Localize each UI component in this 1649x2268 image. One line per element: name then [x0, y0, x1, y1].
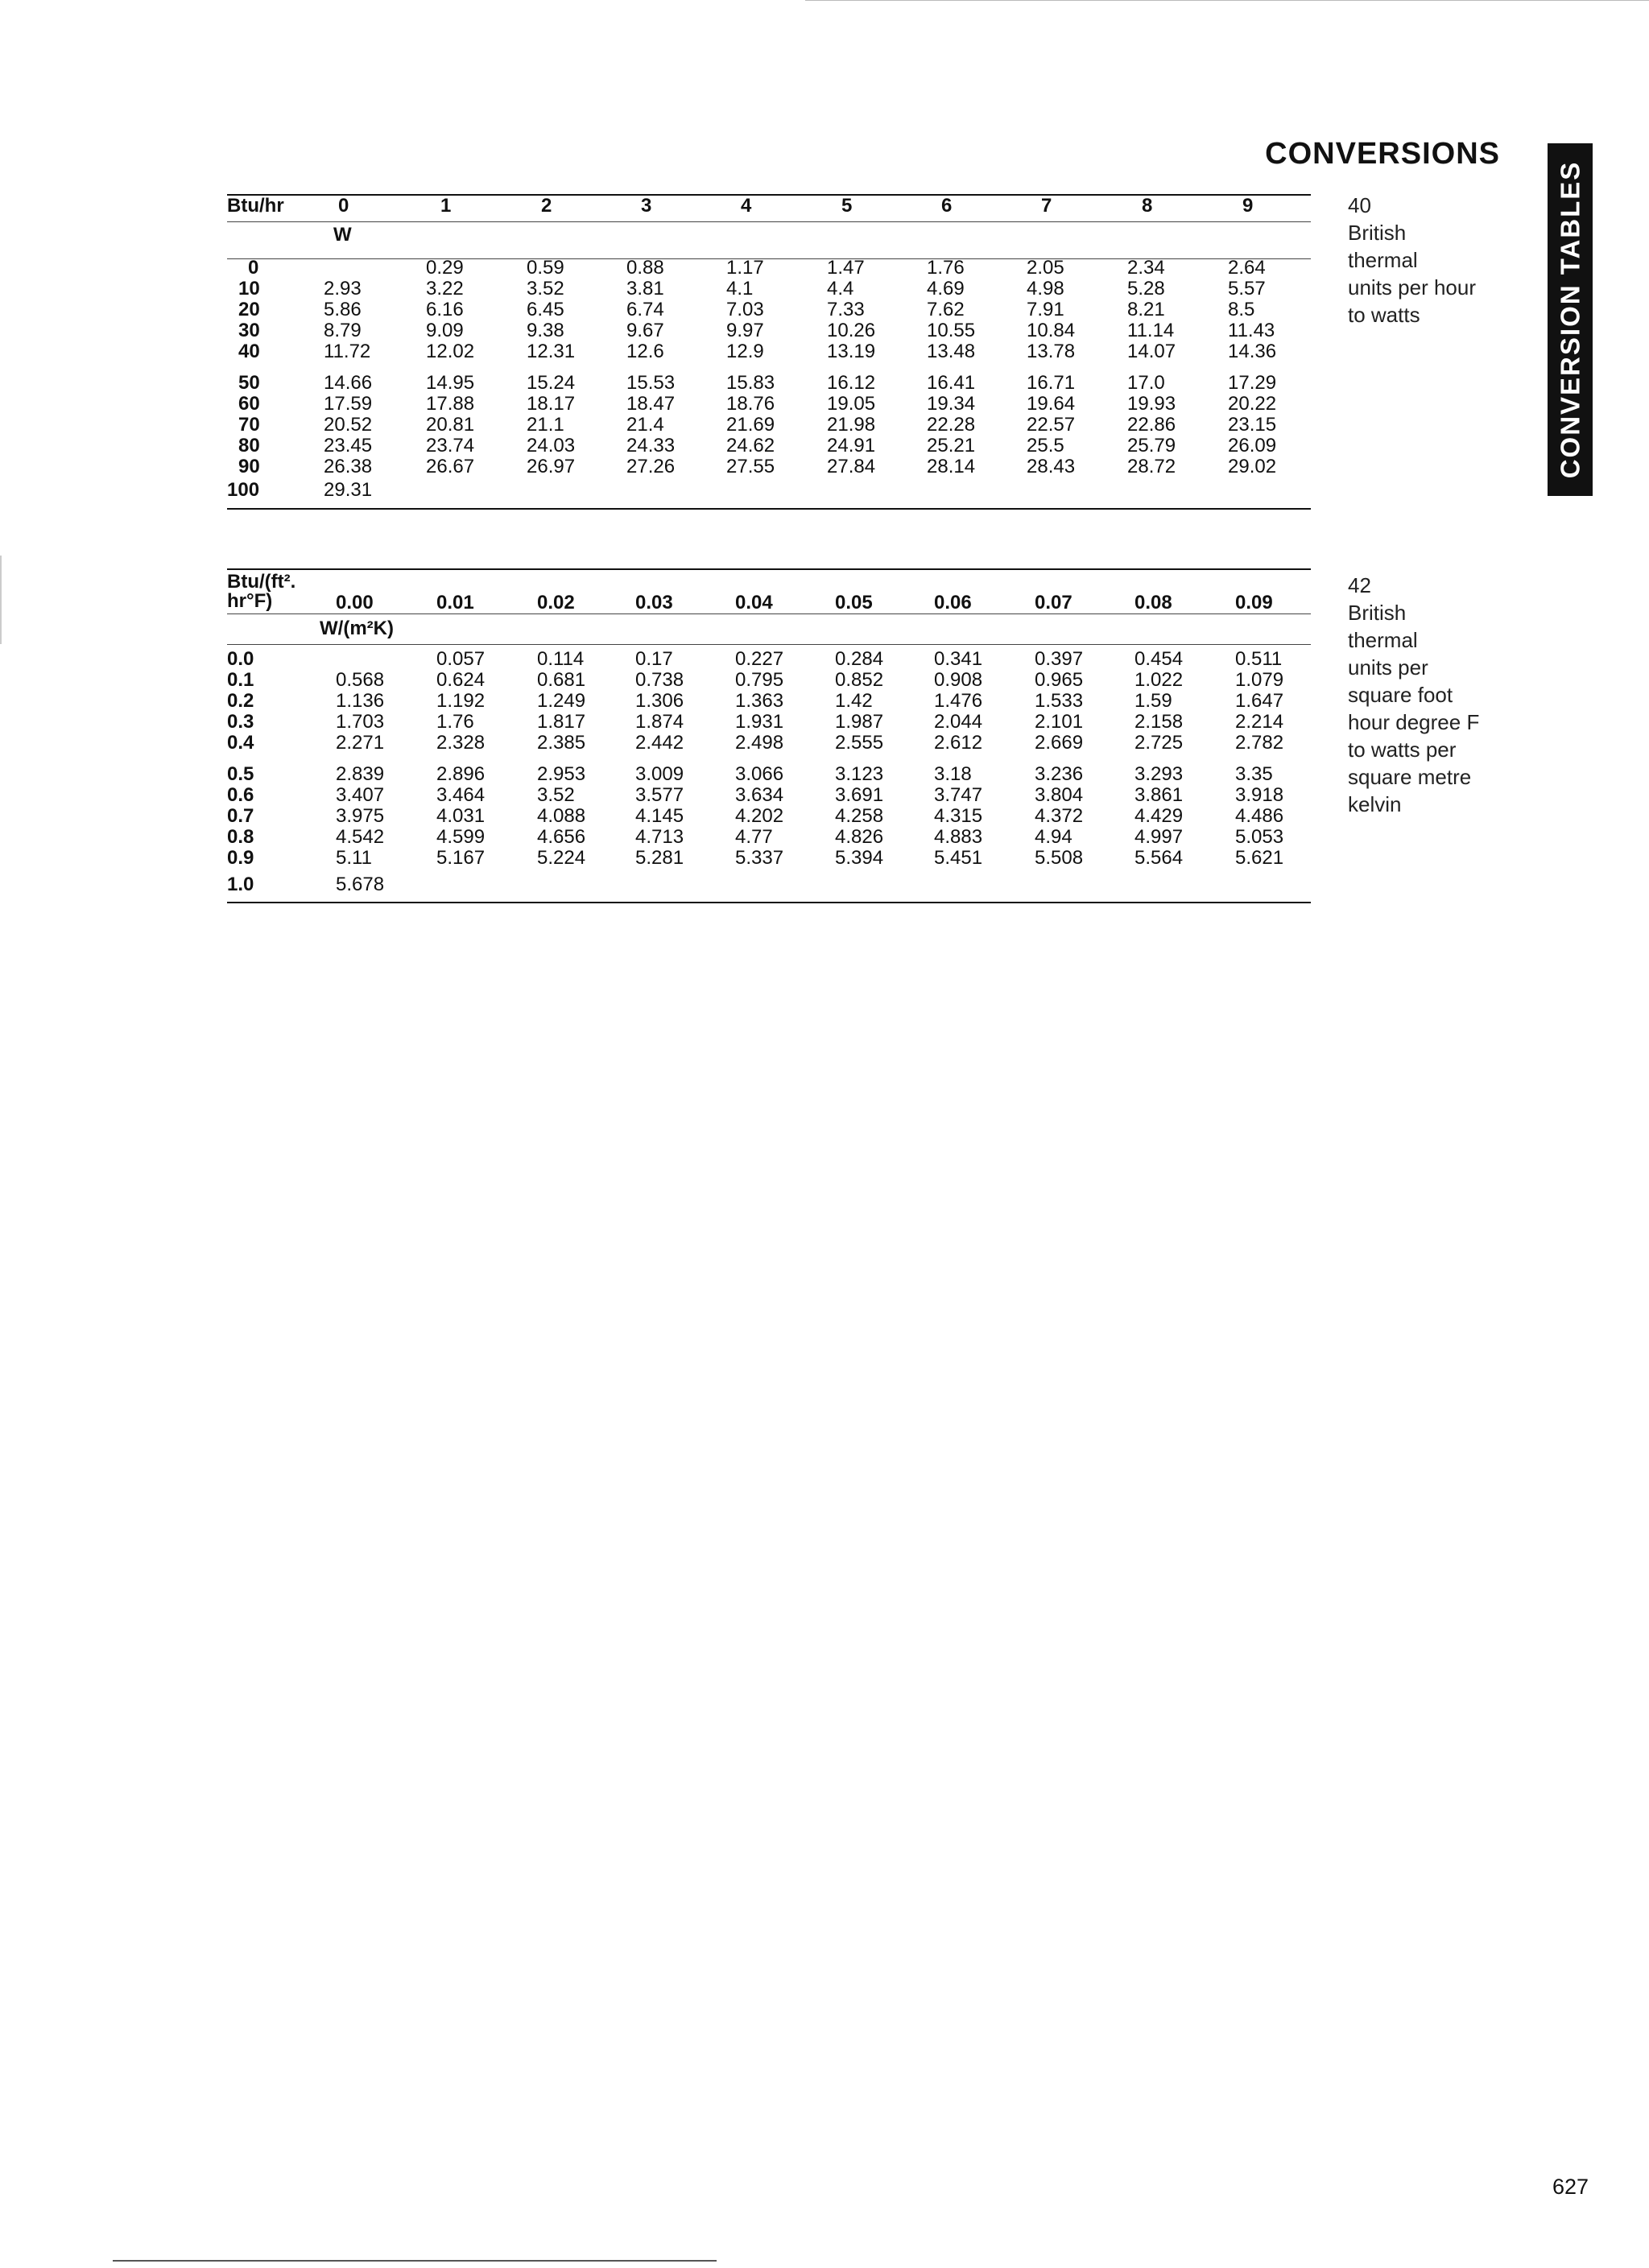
- row-label: 0.1: [227, 669, 254, 691]
- table-cell: 0.681: [537, 669, 586, 691]
- table-cell: 8.21: [1127, 299, 1165, 320]
- table-cell: 19.05: [827, 393, 876, 415]
- table-cell: 17.59: [324, 393, 373, 415]
- table-cell: 0.397: [1035, 648, 1084, 670]
- table-cell: 2.896: [436, 763, 486, 785]
- table-cell: 3.691: [835, 784, 884, 806]
- table-cell: 4.372: [1035, 805, 1084, 827]
- table-cell: 13.78: [1027, 341, 1076, 362]
- table-cell: 2.385: [537, 732, 586, 754]
- table-cell: 21.1: [527, 414, 564, 436]
- table-cell: 3.35: [1235, 763, 1273, 785]
- conversion-table-btu-ft2-hr-f-to-w-m2k: [227, 568, 1311, 907]
- table-description-line: to watts: [1348, 303, 1420, 327]
- table-cell: 3.634: [735, 784, 784, 806]
- table-number: 40: [1348, 193, 1371, 217]
- table-cell: 0.454: [1134, 648, 1184, 670]
- table-description-line: British: [1348, 221, 1407, 245]
- table-bottom-rule: [227, 508, 1311, 510]
- table-cell: 28.43: [1027, 456, 1076, 477]
- table-cell: 17.29: [1228, 372, 1277, 394]
- table-cell: 10.55: [927, 320, 976, 341]
- table-cell: 4.599: [436, 826, 486, 848]
- table-cell: 4.98: [1027, 278, 1064, 300]
- table-cell: 13.48: [927, 341, 976, 362]
- row-label: 0.9: [227, 847, 254, 869]
- table-cell: 0.057: [436, 648, 486, 670]
- table-cell: 20.52: [324, 414, 373, 436]
- table-cell: 20.22: [1228, 393, 1277, 415]
- table-cell: 2.64: [1228, 257, 1266, 279]
- table-cell: 5.281: [635, 847, 684, 869]
- table-cell: 2.158: [1134, 711, 1184, 733]
- table-cell: 3.293: [1134, 763, 1184, 785]
- column-header: 0.07: [1035, 592, 1072, 613]
- table-number: 42: [1348, 573, 1371, 597]
- header-rule: [227, 221, 1311, 222]
- column-header: 2: [541, 195, 552, 217]
- column-header: 0.04: [735, 592, 773, 613]
- table-cell: 22.86: [1127, 414, 1176, 436]
- table-cell: 29.02: [1228, 456, 1277, 477]
- column-header: 6: [941, 195, 953, 217]
- table-cell: 26.38: [324, 456, 373, 477]
- table-cell: 5.564: [1134, 847, 1184, 869]
- table-cell: 16.12: [827, 372, 876, 394]
- table-cell: 5.508: [1035, 847, 1084, 869]
- table-cell: 2.839: [336, 763, 385, 785]
- column-header: 0.01: [436, 592, 474, 613]
- table-cell: 1.76: [436, 711, 474, 733]
- table-cell: 4.542: [336, 826, 385, 848]
- table-cell: 3.52: [527, 278, 564, 300]
- table-cell: 0.88: [626, 257, 664, 279]
- table-cell: 3.577: [635, 784, 684, 806]
- table-description-line: hour degree F: [1348, 710, 1480, 734]
- table-cell: 5.57: [1228, 278, 1266, 300]
- table-cell: 3.236: [1035, 763, 1084, 785]
- row-label: 0.6: [227, 784, 254, 806]
- table-cell: 12.6: [626, 341, 664, 362]
- table-cell: 5.053: [1235, 826, 1284, 848]
- table-cell: 28.72: [1127, 456, 1176, 477]
- table-cell: 4.088: [537, 805, 586, 827]
- page-title: CONVERSIONS: [1265, 137, 1500, 171]
- column-header: 5: [841, 195, 853, 217]
- table-cell: 9.09: [426, 320, 464, 341]
- table-cell: 4.258: [835, 805, 884, 827]
- table-cell: 3.747: [934, 784, 983, 806]
- row-label: 10: [238, 278, 260, 300]
- table-cell: 3.18: [934, 763, 972, 785]
- table-cell: 25.5: [1027, 435, 1064, 456]
- table-cell: 3.22: [426, 278, 464, 300]
- table-cell: 12.31: [527, 341, 576, 362]
- table-cell: 1.022: [1134, 669, 1184, 691]
- table-description-line: to watts per: [1348, 737, 1457, 762]
- table-cell: 1.42: [835, 690, 873, 712]
- table-cell: 14.36: [1228, 341, 1277, 362]
- table-cell: 3.407: [336, 784, 385, 806]
- row-label: 0.7: [227, 805, 254, 827]
- table-cell: 25.21: [927, 435, 976, 456]
- table-cell: 28.14: [927, 456, 976, 477]
- table-cell: 18.76: [726, 393, 775, 415]
- table-cell: 27.84: [827, 456, 876, 477]
- table-cell: 19.34: [927, 393, 976, 415]
- header-rule: [227, 613, 1311, 614]
- table-cell: 2.782: [1235, 732, 1284, 754]
- table-cell: 22.57: [1027, 414, 1076, 436]
- table-cell: 3.123: [835, 763, 884, 785]
- table-cell: 26.09: [1228, 435, 1277, 456]
- table-cell: 8.5: [1228, 299, 1255, 320]
- table-cell: 0.341: [934, 648, 983, 670]
- table-cell: 4.94: [1035, 826, 1072, 848]
- table-cell: 2.05: [1027, 257, 1064, 279]
- table-cell: 11.43: [1228, 320, 1275, 341]
- table-cell: 24.62: [726, 435, 775, 456]
- table-cell: 2.93: [324, 278, 362, 300]
- table-cell: 4.997: [1134, 826, 1184, 848]
- table-cell: 9.38: [527, 320, 564, 341]
- row-label: 1.0: [227, 874, 254, 895]
- table-cell: 27.55: [726, 456, 775, 477]
- table-cell: 7.62: [927, 299, 965, 320]
- table-cell: 26.97: [527, 456, 576, 477]
- section-side-tab: [1548, 143, 1593, 496]
- table-cell: 3.861: [1134, 784, 1184, 806]
- table-bottom-rule: [227, 902, 1311, 903]
- table-cell: 4.826: [835, 826, 884, 848]
- table-cell: 1.533: [1035, 690, 1084, 712]
- table-cell: 2.498: [735, 732, 784, 754]
- table-caption-42: [1348, 572, 1479, 818]
- table-cell: 0.795: [735, 669, 784, 691]
- table-description-line: British: [1348, 601, 1407, 625]
- row-label: 0.2: [227, 690, 254, 712]
- table-cell: 23.74: [426, 435, 475, 456]
- table-cell: 5.394: [835, 847, 884, 869]
- table-cell: 12.02: [426, 341, 475, 362]
- table-cell: 27.26: [626, 456, 676, 477]
- table-cell: 0.908: [934, 669, 983, 691]
- row-label: 0.0: [227, 648, 254, 670]
- table-cell: 24.03: [527, 435, 576, 456]
- column-header: 0.05: [835, 592, 873, 613]
- table-cell: 4.713: [635, 826, 684, 848]
- table-cell: 21.69: [726, 414, 775, 436]
- table-cell: 0.284: [835, 648, 884, 670]
- table-cell: 0.624: [436, 669, 486, 691]
- column-header: 0.08: [1134, 592, 1172, 613]
- table-cell: 2.555: [835, 732, 884, 754]
- table-cell: 2.271: [336, 732, 385, 754]
- table-cell: 11.72: [324, 341, 371, 362]
- table-cell: 1.59: [1134, 690, 1172, 712]
- table-cell: 15.24: [527, 372, 576, 394]
- table-cell: 16.71: [1027, 372, 1076, 394]
- table-cell: 2.442: [635, 732, 684, 754]
- table-cell: 3.81: [626, 278, 664, 300]
- table-cell: 1.192: [436, 690, 486, 712]
- table-cell: 1.306: [635, 690, 684, 712]
- row-label: 20: [238, 299, 260, 320]
- column-header: 4: [741, 195, 752, 217]
- table-cell: 4.486: [1235, 805, 1284, 827]
- row-label: 0.8: [227, 826, 254, 848]
- table-cell: 19.64: [1027, 393, 1076, 415]
- column-header: 0.09: [1235, 592, 1273, 613]
- table-cell: 24.33: [626, 435, 676, 456]
- footer-rule: [113, 2260, 717, 2262]
- table-cell: 1.647: [1235, 690, 1284, 712]
- table-cell: 5.621: [1235, 847, 1284, 869]
- table-cell: 1.476: [934, 690, 983, 712]
- table-description-line: units per: [1348, 655, 1428, 680]
- table-cell: 5.167: [436, 847, 486, 869]
- table-cell: 1.249: [537, 690, 586, 712]
- table-cell: 1.931: [735, 711, 784, 733]
- table-cell: 16.41: [927, 372, 976, 394]
- row-label: 80: [238, 435, 260, 456]
- table-cell: 14.66: [324, 372, 373, 394]
- table-cell: 2.953: [537, 763, 586, 785]
- table-cell: 2.328: [436, 732, 486, 754]
- table-cell: 17.0: [1127, 372, 1165, 394]
- table-cell: 12.9: [726, 341, 764, 362]
- table-cell: 3.918: [1235, 784, 1284, 806]
- table-cell: 2.669: [1035, 732, 1084, 754]
- table-cell: 0.59: [527, 257, 564, 279]
- row-label: 70: [238, 414, 260, 436]
- table-cell: 11.14: [1127, 320, 1175, 341]
- table-cell: 1.817: [537, 711, 586, 733]
- table-cell: 0.852: [835, 669, 884, 691]
- table-cell: 1.136: [336, 690, 385, 712]
- row-label: 40: [238, 341, 260, 362]
- table-cell: 17.88: [426, 393, 475, 415]
- table-cell: 0.568: [336, 669, 385, 691]
- table-cell: 18.47: [626, 393, 676, 415]
- table-cell: 5.337: [735, 847, 784, 869]
- table-cell: 2.044: [934, 711, 983, 733]
- row-label: 60: [238, 393, 260, 415]
- column-header: 0.02: [537, 592, 575, 613]
- table-cell: 13.19: [827, 341, 876, 362]
- table-cell: 4.69: [927, 278, 965, 300]
- table-cell: 4.031: [436, 805, 486, 827]
- table-cell: 7.03: [726, 299, 764, 320]
- table-cell: 6.74: [626, 299, 664, 320]
- table-cell: 1.987: [835, 711, 884, 733]
- table-cell: 3.975: [336, 805, 385, 827]
- table-cell: 3.52: [537, 784, 575, 806]
- table-cell: 3.066: [735, 763, 784, 785]
- table-cell: 2.34: [1127, 257, 1165, 279]
- table-cell: 18.17: [527, 393, 576, 415]
- table-cell: 21.4: [626, 414, 664, 436]
- table-cell: 5.28: [1127, 278, 1165, 300]
- column-header: 0.03: [635, 592, 673, 613]
- unit-from-label: Btu/(ft².: [227, 571, 296, 593]
- unit-rule: [227, 644, 1311, 645]
- table-cell: 8.79: [324, 320, 362, 341]
- table-cell: 0.17: [635, 648, 673, 670]
- table-cell: 7.91: [1027, 299, 1064, 320]
- table-description-line: units per hour: [1348, 275, 1476, 300]
- table-cell: 25.79: [1127, 435, 1176, 456]
- table-cell: 14.07: [1127, 341, 1176, 362]
- table-cell: 4.883: [934, 826, 983, 848]
- table-cell: 22.28: [927, 414, 976, 436]
- table-cell: 1.703: [336, 711, 385, 733]
- table-cell: 1.874: [635, 711, 684, 733]
- table-cell: 9.97: [726, 320, 764, 341]
- table-cell: 5.86: [324, 299, 362, 320]
- table-cell: 5.224: [537, 847, 586, 869]
- conversion-table-btu-hr-to-watts: [227, 194, 1311, 513]
- table-cell: 10.26: [827, 320, 876, 341]
- table-cell: 2.725: [1134, 732, 1184, 754]
- row-label: 0.4: [227, 732, 254, 754]
- row-label: 90: [238, 456, 260, 477]
- unit-to-label: W: [333, 224, 352, 246]
- table-cell: 3.009: [635, 763, 684, 785]
- table-cell: 21.98: [827, 414, 876, 436]
- column-header: 9: [1242, 195, 1254, 217]
- table-cell: 0.511: [1235, 648, 1283, 670]
- table-description-line: kelvin: [1348, 792, 1402, 816]
- table-description-line: square foot: [1348, 683, 1453, 707]
- row-label: 100: [227, 479, 260, 501]
- table-cell: 19.93: [1127, 393, 1176, 415]
- table-cell: 1.363: [735, 690, 784, 712]
- table-cell: 0.114: [537, 648, 585, 670]
- table-cell: 6.45: [527, 299, 564, 320]
- table-cell: 2.101: [1035, 711, 1084, 733]
- table-description-line: square metre: [1348, 765, 1472, 789]
- side-tab-label: CONVERSION TABLES: [1555, 160, 1585, 479]
- column-header: 7: [1041, 195, 1052, 217]
- table-cell: 1.47: [827, 257, 865, 279]
- page-number: 627: [1552, 2175, 1589, 2199]
- table-description-line: thermal: [1348, 248, 1418, 272]
- table-cell: 15.53: [626, 372, 676, 394]
- table-cell: 4.1: [726, 278, 754, 300]
- column-header: 1: [440, 195, 452, 217]
- table-cell: 20.81: [426, 414, 475, 436]
- table-cell: 4.429: [1134, 805, 1184, 827]
- table-cell: 3.464: [436, 784, 486, 806]
- table-cell: 23.15: [1228, 414, 1277, 436]
- row-label: 0: [248, 257, 259, 279]
- table-cell: 5.11: [336, 847, 372, 869]
- table-cell: 2.214: [1235, 711, 1284, 733]
- table-cell: 1.079: [1235, 669, 1284, 691]
- column-header: 0.00: [336, 592, 374, 613]
- table-cell: 5.678: [336, 874, 385, 895]
- table-cell: 3.804: [1035, 784, 1084, 806]
- table-cell: 4.77: [735, 826, 773, 848]
- table-cell: 4.315: [934, 805, 983, 827]
- row-label: 50: [238, 372, 260, 394]
- unit-from-label: hr°F): [227, 590, 273, 612]
- table-cell: 10.84: [1027, 320, 1076, 341]
- table-caption-40: [1348, 192, 1476, 328]
- table-cell: 26.67: [426, 456, 475, 477]
- row-label: 0.5: [227, 763, 254, 785]
- table-cell: 1.76: [927, 257, 965, 279]
- table-top-rule: [227, 568, 1311, 570]
- scan-edge-mark: [0, 556, 2, 644]
- column-header: 3: [641, 195, 652, 217]
- table-cell: 14.95: [426, 372, 475, 394]
- top-edge-rule: [805, 0, 1649, 1]
- column-header: 8: [1142, 195, 1153, 217]
- table-cell: 15.83: [726, 372, 775, 394]
- table-cell: 4.656: [537, 826, 586, 848]
- table-cell: 23.45: [324, 435, 373, 456]
- table-cell: 0.29: [426, 257, 464, 279]
- table-cell: 1.17: [726, 257, 764, 279]
- table-cell: 29.31: [324, 479, 373, 501]
- table-cell: 2.612: [934, 732, 983, 754]
- table-cell: 9.67: [626, 320, 664, 341]
- table-cell: 4.4: [827, 278, 854, 300]
- unit-from-label: Btu/hr: [227, 195, 284, 217]
- unit-to-label: W/(m²K): [320, 618, 394, 639]
- row-label: 0.3: [227, 711, 254, 733]
- table-cell: 5.451: [934, 847, 983, 869]
- table-cell: 6.16: [426, 299, 464, 320]
- table-description-line: thermal: [1348, 628, 1418, 652]
- table-cell: 0.227: [735, 648, 784, 670]
- column-header: 0.06: [934, 592, 972, 613]
- table-cell: 0.965: [1035, 669, 1084, 691]
- table-cell: 0.738: [635, 669, 684, 691]
- table-cell: 7.33: [827, 299, 865, 320]
- table-cell: 24.91: [827, 435, 876, 456]
- column-header: 0: [338, 195, 349, 217]
- row-label: 30: [238, 320, 260, 341]
- table-cell: 4.145: [635, 805, 684, 827]
- table-cell: 4.202: [735, 805, 784, 827]
